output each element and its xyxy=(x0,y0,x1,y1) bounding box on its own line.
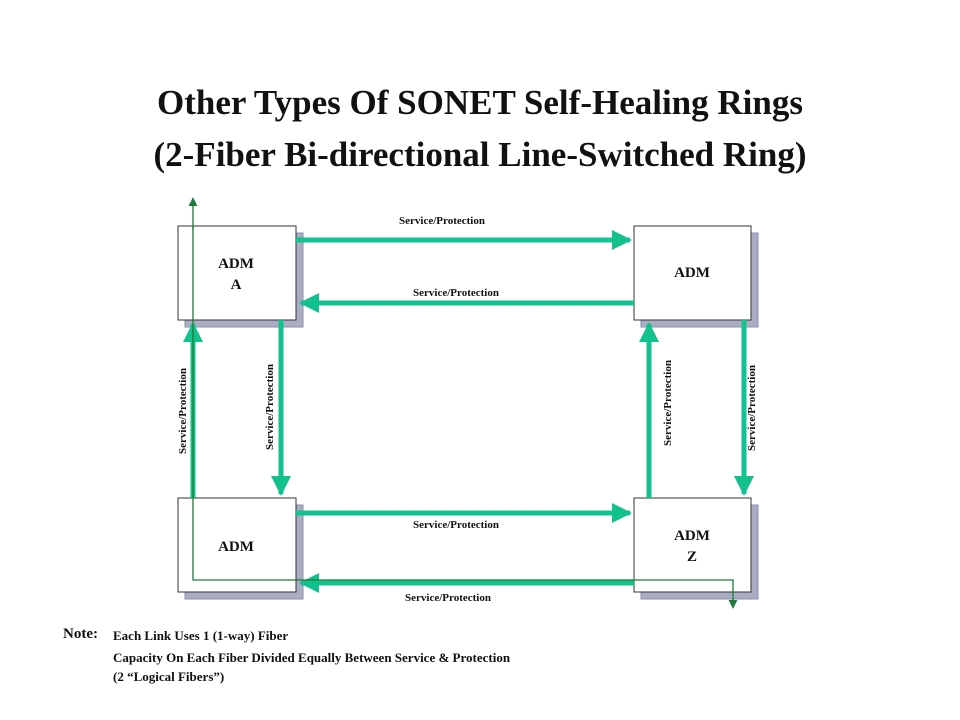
node-label: ADM xyxy=(674,528,710,544)
note-label: Note: xyxy=(63,626,98,642)
link-label-left-down: Service/Protection xyxy=(264,364,276,450)
note-line-2: Capacity On Each Fiber Divided Equally Between Service & Protection xyxy=(113,650,511,665)
link-label-bottom-forward: Service/Protection xyxy=(413,519,499,531)
title-line-2: (2-Fiber Bi-directional Line-Switched Ring) xyxy=(153,135,807,174)
adm-node-bottom-left xyxy=(178,498,303,599)
link-label-top-return: Service/Protection xyxy=(413,287,499,299)
node-id: A xyxy=(230,277,242,293)
adm-node-top-right xyxy=(634,226,758,327)
adm-node-a xyxy=(178,226,303,327)
adm-node-z xyxy=(634,498,758,599)
link-label-right-up: Service/Protection xyxy=(662,360,674,446)
node-id: Z xyxy=(686,549,698,565)
node-box xyxy=(634,498,751,592)
link-label-bottom-return: Service/Protection xyxy=(405,592,491,604)
node-box xyxy=(178,226,296,320)
note-line-3: (2 “Logical Fibers”) xyxy=(113,669,225,684)
link-label-top-forward: Service/Protection xyxy=(399,215,485,227)
link-label-left-up: Service/Protection xyxy=(177,368,189,454)
node-label: ADM xyxy=(218,539,254,555)
note-line-1: Each Link Uses 1 (1-way) Fiber xyxy=(113,628,289,643)
node-label: ADM xyxy=(218,256,254,272)
title-line-1: Other Types Of SONET Self-Healing Rings xyxy=(157,83,803,122)
node-label: ADM xyxy=(674,265,710,281)
link-label-right-down: Service/Protection xyxy=(746,365,758,451)
